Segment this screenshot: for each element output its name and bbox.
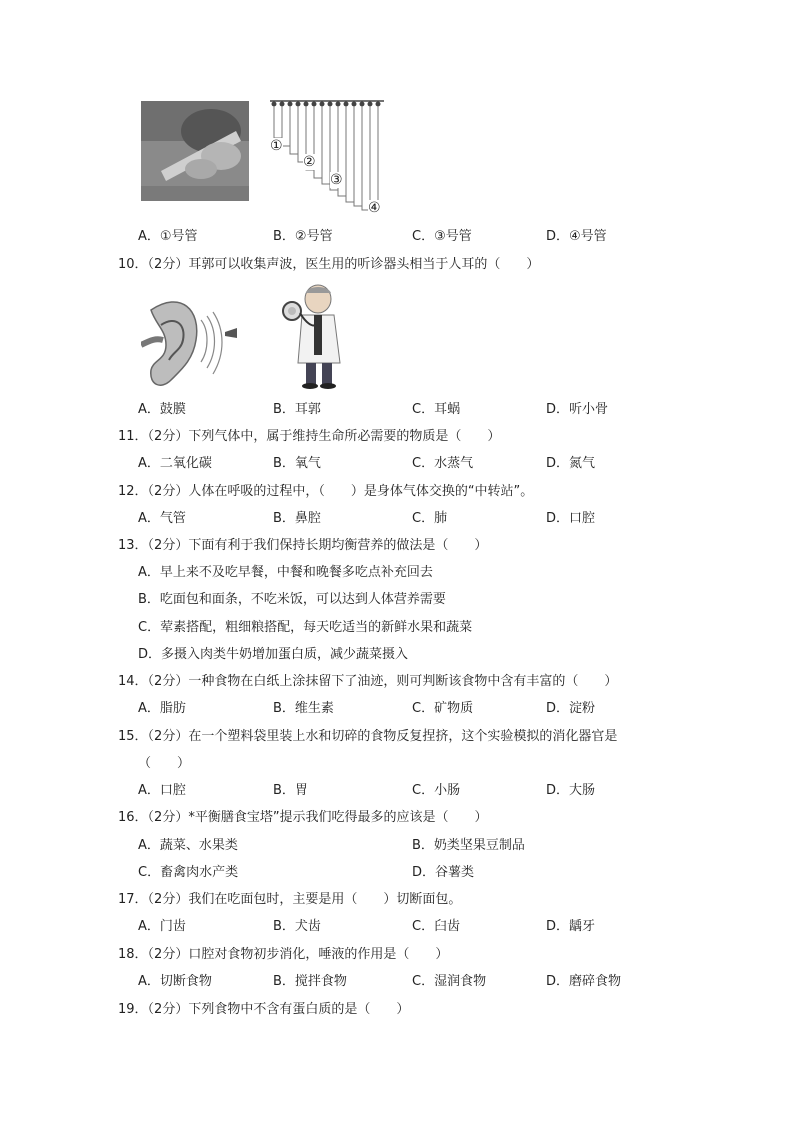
q17-option-c[interactable]: C．臼齿 bbox=[412, 919, 461, 934]
q17-stem: 17．（2分）我们在吃面包时，主要是用（ ）切断面包。 bbox=[118, 892, 462, 907]
q12-stem: 12．（2分）人体在呼吸的过程中，（ ）是身体气体交换的“中转站”。 bbox=[118, 484, 534, 499]
pipe-blowing-photo bbox=[141, 101, 249, 201]
tube-label-2: ② bbox=[303, 154, 316, 170]
q15-stem: 15．（2分）在一个塑料袋里装上水和切碎的食物反复捏挤，这个实验模拟的消化器官是 bbox=[118, 729, 618, 744]
q12-option-b[interactable]: B．鼻腔 bbox=[273, 511, 321, 526]
q19-stem: 19．（2分）下列食物中不含有蛋白质的是（ ） bbox=[118, 1002, 410, 1017]
q11-option-c[interactable]: C．水蒸气 bbox=[412, 456, 474, 471]
ear-illustration bbox=[141, 290, 241, 400]
q9-option-b[interactable]: B．②号管 bbox=[273, 229, 333, 244]
q13-option-c[interactable]: C．荤素搭配，粗细粮搭配，每天吃适当的新鲜水果和蔬菜 bbox=[138, 620, 473, 635]
q14-option-d[interactable]: D．淀粉 bbox=[546, 701, 596, 716]
q10-option-c[interactable]: C．耳蜗 bbox=[412, 402, 461, 417]
q11-option-b[interactable]: B．氧气 bbox=[273, 456, 321, 471]
q15-option-b[interactable]: B．胃 bbox=[273, 783, 308, 798]
q9-option-c[interactable]: C．③号管 bbox=[412, 229, 472, 244]
q16-stem: 16．（2分）*平衡膳食宝塔”提示我们吃得最多的应该是（ ） bbox=[118, 810, 488, 825]
q15-stem-continued: （ ） bbox=[138, 756, 191, 771]
q10-option-a[interactable]: A．鼓膜 bbox=[138, 402, 186, 417]
q10-stem: 10．（2分）耳郭可以收集声波，医生用的听诊器头相当于人耳的（ ） bbox=[118, 257, 540, 272]
q14-option-b[interactable]: B．维生素 bbox=[273, 701, 334, 716]
q11-option-a[interactable]: A．二氧化碳 bbox=[138, 456, 212, 471]
q13-option-b[interactable]: B．吃面包和面条，不吃米饭，可以达到人体营养需要 bbox=[138, 592, 446, 607]
q16-option-b[interactable]: B．奶类坚果豆制品 bbox=[412, 838, 525, 853]
q18-option-b[interactable]: B．搅拌食物 bbox=[273, 974, 347, 989]
q18-option-d[interactable]: D．磨碎食物 bbox=[546, 974, 622, 989]
q13-option-d[interactable]: D．多摄入肉类牛奶增加蛋白质，减少蔬菜摄入 bbox=[138, 647, 409, 662]
q18-stem: 18．（2分）口腔对食物初步消化，唾液的作用是（ ） bbox=[118, 947, 449, 962]
q16-option-c[interactable]: C．畜禽肉水产类 bbox=[138, 865, 239, 880]
tube-label-4: ④ bbox=[368, 200, 381, 216]
q16-option-a[interactable]: A．蔬菜、水果类 bbox=[138, 838, 238, 853]
q12-option-c[interactable]: C．肺 bbox=[412, 511, 448, 526]
q12-option-d[interactable]: D．口腔 bbox=[546, 511, 596, 526]
doctor-stethoscope-illustration bbox=[276, 283, 356, 389]
q9-option-d[interactable]: D．④号管 bbox=[546, 229, 607, 244]
q9-option-a[interactable]: A．①号管 bbox=[138, 229, 198, 244]
q17-option-d[interactable]: D．龋牙 bbox=[546, 919, 596, 934]
q10-option-d[interactable]: D．听小骨 bbox=[546, 402, 609, 417]
q13-option-a[interactable]: A．早上来不及吃早餐，中餐和晚餐多吃点补充回去 bbox=[138, 565, 433, 580]
q14-stem: 14．（2分）一种食物在白纸上涂抹留下了油迹，则可判断该食物中含有丰富的（ ） bbox=[118, 674, 618, 689]
q15-option-a[interactable]: A．口腔 bbox=[138, 783, 186, 798]
q18-option-c[interactable]: C．湿润食物 bbox=[412, 974, 487, 989]
q16-option-d[interactable]: D．谷薯类 bbox=[412, 865, 475, 880]
q17-option-a[interactable]: A．门齿 bbox=[138, 919, 186, 934]
q11-option-d[interactable]: D．氮气 bbox=[546, 456, 596, 471]
tube-label-1: ① bbox=[270, 138, 283, 154]
q14-option-c[interactable]: C．矿物质 bbox=[412, 701, 474, 716]
q12-option-a[interactable]: A．气管 bbox=[138, 511, 186, 526]
q15-option-d[interactable]: D．大肠 bbox=[546, 783, 596, 798]
q13-stem: 13．（2分）下面有利于我们保持长期均衡营养的做法是（ ） bbox=[118, 538, 488, 553]
q18-option-a[interactable]: A．切断食物 bbox=[138, 974, 212, 989]
q15-option-c[interactable]: C．小肠 bbox=[412, 783, 461, 798]
tube-label-3: ③ bbox=[330, 172, 343, 188]
q17-option-b[interactable]: B．犬齿 bbox=[273, 919, 321, 934]
q11-stem: 11．（2分）下列气体中，属于维持生命所必需要的物质是（ ） bbox=[118, 429, 501, 444]
tube-length-diagram bbox=[268, 98, 388, 218]
q10-option-b[interactable]: B．耳郭 bbox=[273, 402, 321, 417]
q14-option-a[interactable]: A．脂肪 bbox=[138, 701, 186, 716]
